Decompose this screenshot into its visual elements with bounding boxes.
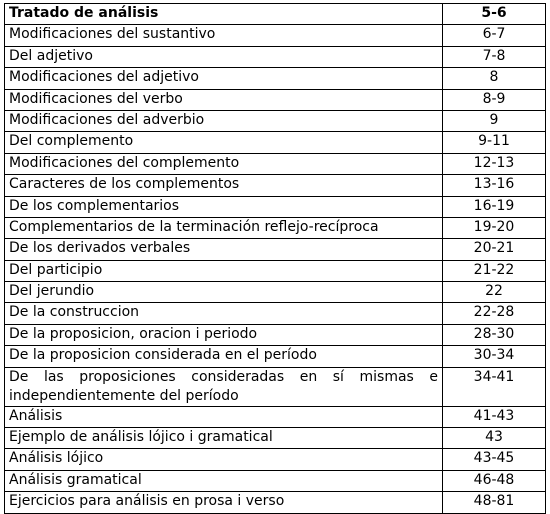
- toc-row: [5, 492, 546, 513]
- toc-topic: Análisis gramatical: [5, 470, 443, 491]
- toc-topic: Tratado de análisis: [5, 4, 443, 25]
- toc-topic: Complementarios de la terminación reflejo-recíproca: [5, 217, 443, 238]
- toc-topic: Ejemplo de análisis lójico i gramatical: [5, 428, 443, 449]
- toc-row: [5, 428, 546, 449]
- toc-body: [5, 4, 546, 514]
- toc-pages: 16-19: [443, 196, 546, 217]
- toc-row: [5, 239, 546, 260]
- toc-pages: 12-13: [443, 153, 546, 174]
- toc-pages: 8-9: [443, 89, 546, 110]
- toc-topic: Ejercicios para análisis en prosa i verso: [5, 492, 443, 513]
- toc-row: [5, 367, 546, 406]
- toc-pages: 34-41: [443, 367, 546, 406]
- toc-row: [5, 282, 546, 303]
- toc-topic: Del complemento: [5, 132, 443, 153]
- toc-pages: 48-81: [443, 492, 546, 513]
- toc-row: [5, 68, 546, 89]
- toc-pages: 19-20: [443, 217, 546, 238]
- toc-topic: Modificaciones del complemento: [5, 153, 443, 174]
- toc-topic: Del jerundio: [5, 282, 443, 303]
- toc-topic: Modificaciones del adjetivo: [5, 68, 443, 89]
- toc-row: [5, 89, 546, 110]
- toc-row: [5, 217, 546, 238]
- toc-topic: Caracteres de los complementos: [5, 175, 443, 196]
- toc-pages: 43: [443, 428, 546, 449]
- toc-topic: De la proposicion considerada en el período: [5, 346, 443, 367]
- toc-row: [5, 46, 546, 67]
- toc-row: [5, 175, 546, 196]
- toc-pages: 28-30: [443, 324, 546, 345]
- table-of-contents: [4, 3, 546, 514]
- toc-row: [5, 346, 546, 367]
- toc-pages: 7-8: [443, 46, 546, 67]
- toc-pages: 43-45: [443, 449, 546, 470]
- toc-row: [5, 4, 546, 25]
- toc-pages: 13-16: [443, 175, 546, 196]
- toc-row: [5, 25, 546, 46]
- toc-topic: De los derivados verbales: [5, 239, 443, 260]
- toc-topic: Del participio: [5, 260, 443, 281]
- toc-row: [5, 153, 546, 174]
- toc-topic: Del adjetivo: [5, 46, 443, 67]
- toc-pages: 20-21: [443, 239, 546, 260]
- toc-row: [5, 324, 546, 345]
- toc-pages: 22: [443, 282, 546, 303]
- toc-row: [5, 110, 546, 131]
- toc-row: [5, 132, 546, 153]
- toc-row: [5, 196, 546, 217]
- toc-pages: 30-34: [443, 346, 546, 367]
- toc-pages: 5-6: [443, 4, 546, 25]
- toc-topic: Modificaciones del sustantivo: [5, 25, 443, 46]
- toc-topic: Modificaciones del adverbio: [5, 110, 443, 131]
- toc-topic: Análisis lójico: [5, 449, 443, 470]
- toc-row: [5, 406, 546, 427]
- toc-topic: De la construccion: [5, 303, 443, 324]
- toc-topic: De la proposicion, oracion i periodo: [5, 324, 443, 345]
- toc-pages: 21-22: [443, 260, 546, 281]
- toc-topic: Análisis: [5, 406, 443, 427]
- toc-pages: 9-11: [443, 132, 546, 153]
- toc-row: [5, 449, 546, 470]
- toc-topic: De los complementarios: [5, 196, 443, 217]
- toc-row: [5, 303, 546, 324]
- toc-pages: 6-7: [443, 25, 546, 46]
- toc-topic: Modificaciones del verbo: [5, 89, 443, 110]
- toc-row: [5, 260, 546, 281]
- toc-pages: 41-43: [443, 406, 546, 427]
- toc-topic: De las proposiciones consideradas en sí mismas e independientemente del período: [5, 367, 443, 406]
- toc-row: [5, 470, 546, 491]
- toc-pages: 22-28: [443, 303, 546, 324]
- toc-pages: 9: [443, 110, 546, 131]
- toc-pages: 46-48: [443, 470, 546, 491]
- toc-pages: 8: [443, 68, 546, 89]
